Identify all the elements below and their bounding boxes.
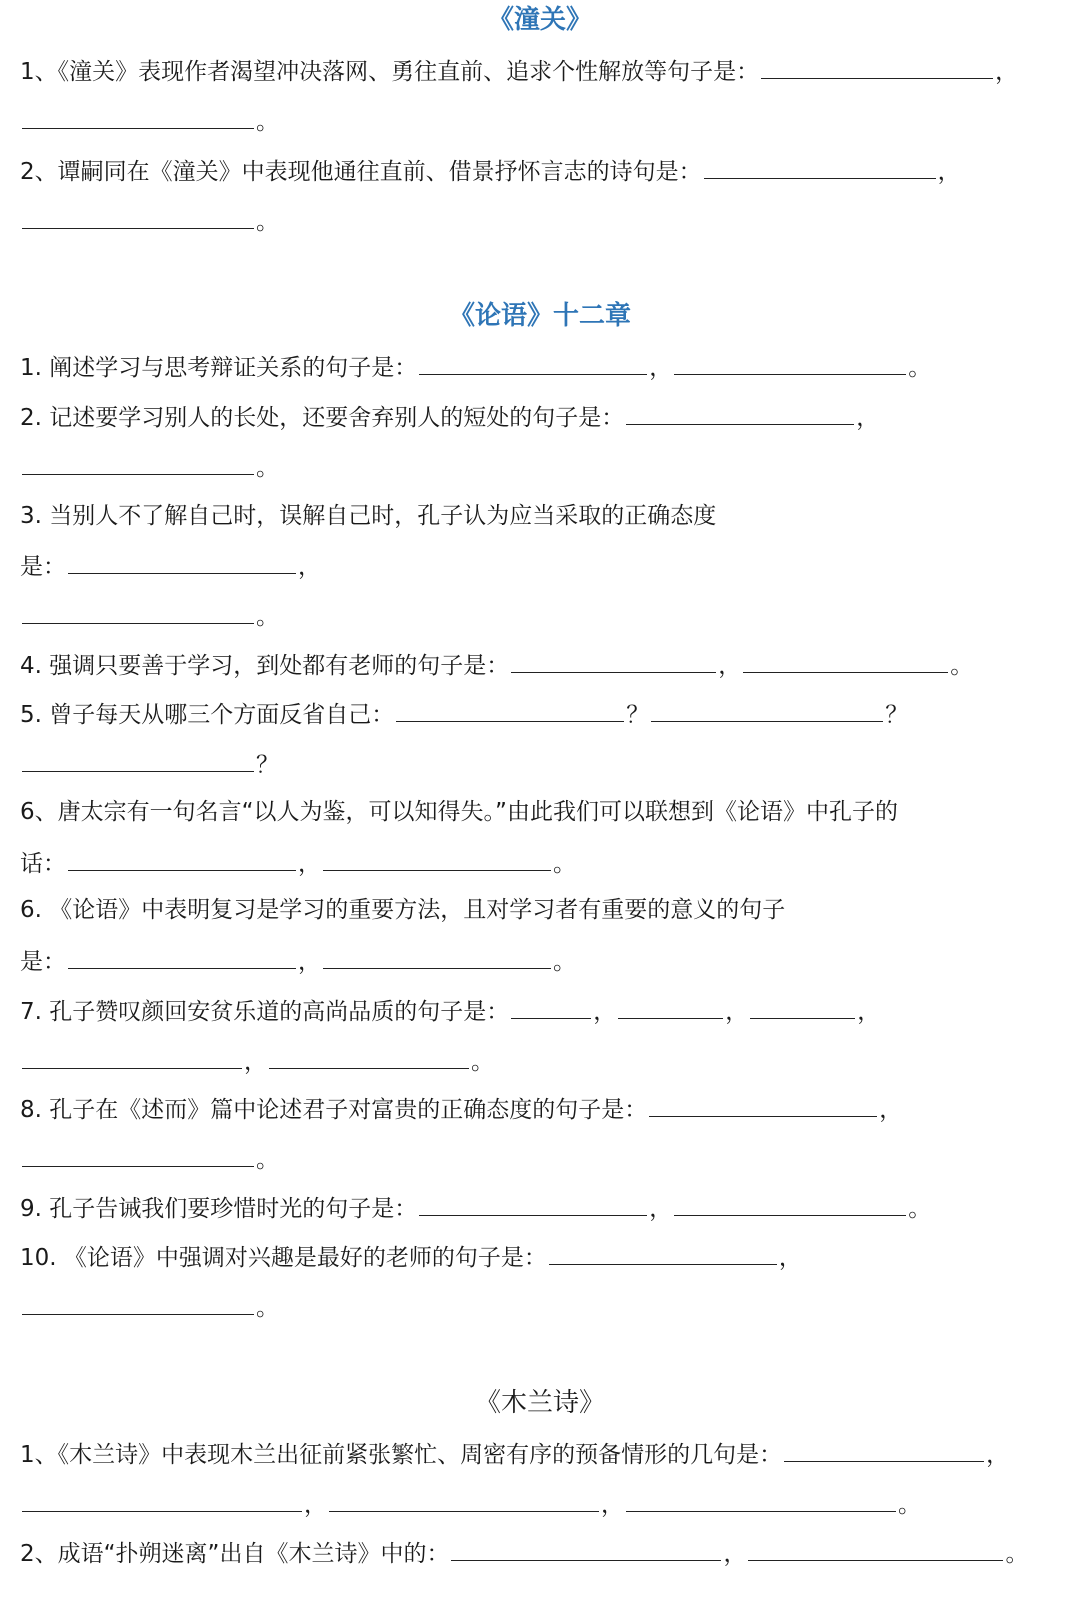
answer-blank[interactable]: [549, 1236, 777, 1265]
question-line: 9. 孔子告诫我们要珍惜时光的句子是： ， 。: [20, 1187, 931, 1229]
question-text: 1、《潼关》表现作者渴望冲决落网、勇往直前、追求个性解放等句子是：: [20, 59, 760, 85]
question-line: 7. 孔子赞叹颜回安贫乐道的高尚品质的句子是： ， ， ，: [20, 990, 880, 1032]
answer-blank[interactable]: [451, 1532, 721, 1561]
answer-blank[interactable]: [626, 1483, 896, 1512]
question-line: 。: [20, 1286, 279, 1328]
question-text: 9. 孔子告诫我们要珍惜时光的句子是：: [20, 1196, 418, 1222]
answer-blank[interactable]: [269, 1040, 469, 1069]
question-line: 1、《潼关》表现作者渴望冲决落网、勇往直前、追求个性解放等句子是： ，: [20, 50, 1018, 92]
question-text: 是：: [20, 554, 66, 580]
question-line: 。: [20, 595, 279, 637]
answer-blank[interactable]: [750, 990, 855, 1019]
question-text: 1. 阐述学习与思考辩证关系的句子是：: [20, 355, 418, 381]
answer-blank[interactable]: [329, 1483, 599, 1512]
question-text: 是：: [20, 949, 66, 975]
answer-blank[interactable]: [22, 595, 254, 624]
answer-blank[interactable]: [511, 990, 591, 1019]
answer-blank[interactable]: [22, 1286, 254, 1315]
answer-blank[interactable]: [674, 346, 906, 375]
answer-blank[interactable]: [22, 1040, 242, 1069]
question-line: [20, 496, 716, 536]
question-text: 1、《木兰诗》中表现木兰出征前紧张繁忙、周密有序的预备情形的几句是：: [20, 1442, 783, 1468]
question-text: 8. 孔子在《述而》篇中论述君子对富贵的正确态度的句子是：: [20, 1097, 648, 1123]
answer-blank[interactable]: [674, 1187, 906, 1216]
answer-blank[interactable]: [748, 1532, 1003, 1561]
answer-blank[interactable]: [22, 446, 254, 475]
question-line: 2. 记述要学习别人的长处，还要舍弃别人的短处的句子是： ，: [20, 396, 879, 438]
question-text: 2、谭嗣同在《潼关》中表现他通往直前、借景抒怀言志的诗句是：: [20, 159, 702, 185]
answer-blank[interactable]: [68, 940, 296, 969]
answer-blank[interactable]: [626, 396, 854, 425]
question-text: 6、唐太宗有一句名言“以人为鉴，可以知得失。”由此我们可以联想到《论语》中孔子的: [20, 799, 898, 825]
question-line: ？: [20, 743, 279, 785]
section-title-tongguan: 《潼关》: [487, 5, 592, 35]
question-text: 3. 当别人不了解自己时，误解自己时，孔子认为应当采取的正确态度: [20, 503, 717, 529]
answer-blank[interactable]: [618, 990, 723, 1019]
answer-blank[interactable]: [323, 842, 551, 871]
question-line: 是： ， 。: [20, 940, 576, 982]
question-line: [20, 792, 898, 832]
answer-blank[interactable]: [651, 693, 883, 722]
question-text: 5. 曾子每天从哪三个方面反省自己：: [20, 702, 395, 728]
answer-blank[interactable]: [511, 644, 716, 673]
section-title-lunyu: 《论语》十二章: [448, 301, 631, 331]
question-line: ， 。: [20, 1040, 494, 1082]
answer-blank[interactable]: [761, 50, 993, 79]
answer-blank[interactable]: [419, 346, 647, 375]
answer-blank[interactable]: [649, 1088, 877, 1117]
question-line: 。: [20, 100, 279, 142]
answer-blank[interactable]: [419, 1187, 647, 1216]
question-line: 2、谭嗣同在《潼关》中表现他通往直前、借景抒怀言志的诗句是： ，: [20, 150, 961, 192]
answer-blank[interactable]: [323, 940, 551, 969]
question-line: 。: [20, 446, 279, 488]
section-title-mulan: 《木兰诗》: [474, 1388, 605, 1418]
answer-blank[interactable]: [704, 150, 936, 179]
question-line: 10. 《论语》中强调对兴趣是最好的老师的句子是： ，: [20, 1236, 802, 1278]
question-line: 话： ， 。: [20, 842, 576, 884]
answer-blank[interactable]: [784, 1433, 984, 1462]
question-line: 是： ，: [20, 545, 321, 587]
answer-blank[interactable]: [22, 100, 254, 129]
answer-blank[interactable]: [68, 842, 296, 871]
answer-blank[interactable]: [68, 545, 296, 574]
answer-blank[interactable]: [22, 743, 254, 772]
question-line: ， ， 。: [20, 1483, 921, 1525]
question-text: 10. 《论语》中强调对兴趣是最好的老师的句子是：: [20, 1245, 547, 1271]
question-line: 。: [20, 200, 279, 242]
question-line: 8. 孔子在《述而》篇中论述君子对富贵的正确态度的句子是： ，: [20, 1088, 902, 1130]
question-text: 7. 孔子赞叹颜回安贫乐道的高尚品质的句子是：: [20, 999, 510, 1025]
question-line: [20, 890, 785, 930]
answer-blank[interactable]: [22, 1483, 302, 1512]
answer-blank[interactable]: [22, 1138, 254, 1167]
question-line: 。: [20, 1138, 279, 1180]
answer-blank[interactable]: [396, 693, 624, 722]
answer-blank[interactable]: [22, 200, 254, 229]
question-text: 话：: [20, 851, 66, 877]
question-text: 6. 《论语》中表明复习是学习的重要方法，且对学习者有重要的意义的句子: [20, 897, 786, 923]
question-text: 4. 强调只要善于学习，到处都有老师的句子是：: [20, 653, 510, 679]
question-text: 2. 记述要学习别人的长处，还要舍弃别人的短处的句子是：: [20, 405, 625, 431]
question-line: 1、《木兰诗》中表现木兰出征前紧张繁忙、周密有序的预备情形的几句是： ，: [20, 1433, 1009, 1475]
question-line: 4. 强调只要善于学习，到处都有老师的句子是： ， 。: [20, 644, 973, 686]
question-line: 2、成语“扑朔迷离”出自《木兰诗》中的： ， 。: [20, 1532, 1028, 1574]
question-line: 1. 阐述学习与思考辩证关系的句子是： ， 。: [20, 346, 931, 388]
question-text: 2、成语“扑朔迷离”出自《木兰诗》中的：: [20, 1541, 450, 1567]
question-line: 5. 曾子每天从哪三个方面反省自己： ？ ？: [20, 693, 908, 735]
answer-blank[interactable]: [743, 644, 948, 673]
